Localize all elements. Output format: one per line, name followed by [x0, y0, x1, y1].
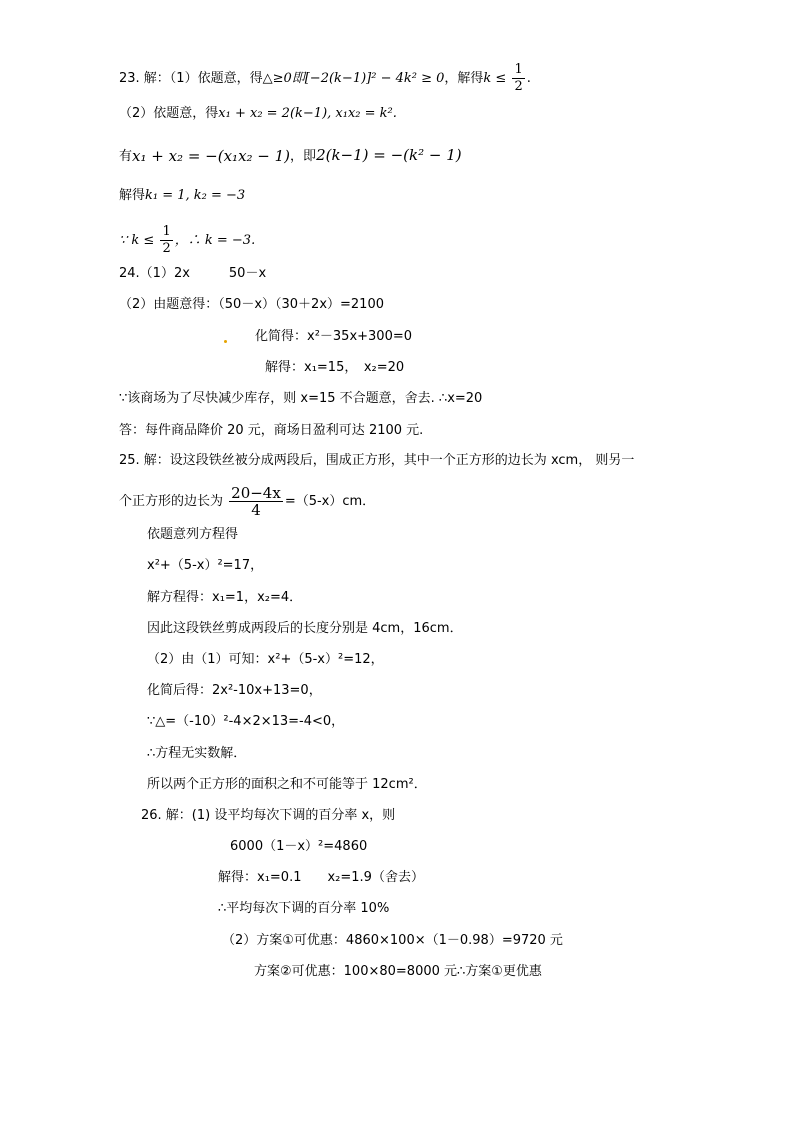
decorative-dot — [224, 340, 227, 343]
q25-line-1: 25. 解：设这段铁丝被分成两段后，围成正方形，其中一个正方形的边长为 xcm， 则另一 — [119, 453, 635, 468]
q23-line-5 — [119, 224, 255, 257]
q23-frac-den: 2 — [514, 79, 523, 94]
q25-line-4: x²+（5-x）²=17， — [147, 558, 264, 573]
q23-line-1: 23. 解：（1）依题意，得△≥0即[−2(k−1)]² − 4k² ≥ 0，解得k ≤ $\frac{1}{2}$ . — [119, 62, 531, 94]
q23-frac-den-2: 2 — [162, 241, 171, 256]
q25-line-3: 依题意列方程得 — [147, 527, 239, 542]
q25-line-8: 化简后得：2x²-10x+13=0， — [147, 683, 322, 698]
q25-line2-prefix: 个正方形的边长为 — [119, 494, 224, 509]
q24-line-1: 24.（1）2x 50－x — [119, 266, 267, 281]
q23-line5-b: ，∴ k = −3. — [174, 233, 256, 248]
q25-line-6: 因此这段铁丝剪成两段后的长度分别是 4cm，16cm． — [147, 621, 463, 636]
q23-line1-prefix: 23. 解：（1）依题意，得 — [119, 71, 263, 86]
q25-line2-suffix: =（5-x）cm． — [284, 494, 376, 509]
q26-line-3: 解得：x₁=0.1 x₂=1.9（舍去） — [218, 870, 424, 885]
q25-line-10: ∴方程无实数解． — [147, 746, 247, 761]
q26-line-4: ∴平均每次下调的百分率 10% — [218, 901, 390, 916]
q23-line-2 — [119, 105, 397, 123]
q26-line-1: 26. 解：(1) 设平均每次下调的百分率 x，则 — [141, 808, 396, 823]
q23-line-4 — [119, 187, 245, 205]
q25-line-9: ∵△=（-10）²-4×2×13=-4<0， — [147, 714, 345, 729]
q25-frac-den: 4 — [251, 501, 261, 519]
q23-frac-num-2: 1 — [162, 224, 171, 239]
q24-line-3: 化简得：x²－35x+300=0 — [255, 329, 413, 344]
q25-line-7: （2）由（1）可知：x²+（5-x）²=12， — [147, 652, 384, 667]
q25-frac-num: 20−4x — [231, 484, 281, 502]
q23-fraction-half-2 — [160, 224, 172, 257]
q23-line2-math: x₁ + x₂ = 2(k−1), x₁x₂ = k². — [218, 106, 397, 121]
q26-line-2: 6000（1－x）²=4860 — [230, 839, 368, 854]
q23-line4-prefix: 解得 — [119, 188, 146, 203]
q24-line-2: （2）由题意得：（50－x）（30＋2x）=2100 — [119, 297, 384, 312]
q23-fraction-half — [512, 62, 524, 95]
q25-line-11: 所以两个正方形的面积之和不可能等于 12cm²． — [147, 777, 427, 792]
q23-line3-math-b: 2(k−1) = −(k² − 1) — [316, 146, 462, 164]
q23-line3-prefix: 有 — [119, 149, 133, 164]
q23-line5-a: ∵ k ≤ — [119, 233, 155, 248]
q24-line-4: 解得：x₁=15， x₂=20 — [265, 360, 405, 375]
q25-fraction — [229, 485, 283, 518]
q23-line2-prefix: （2）依题意，得 — [119, 106, 219, 121]
q23-line4-math: k₁ = 1, k₂ = −3 — [145, 188, 246, 203]
q25-line-2 — [119, 485, 375, 518]
q25-line-5: 解方程得：x₁=1，x₂=4． — [147, 590, 303, 605]
q24-line-6: 答：每件商品降价 20 元，商场日盈利可达 2100 元. — [119, 423, 424, 438]
q23-line1-ineq: k ≤ — [483, 71, 507, 86]
q23-line3-mid: ，即 — [290, 149, 317, 164]
q23-frac-num: 1 — [514, 62, 523, 77]
q23-line-3 — [119, 146, 462, 166]
q26-line-5: （2）方案①可优惠：4860×100×（1－0.98）=9720 元 — [222, 933, 563, 948]
q23-line1-mid: ，解得 — [444, 71, 484, 86]
q23-line1-math: △≥0即[−2(k−1)]² − 4k² ≥ 0 — [262, 71, 445, 86]
q23-line3-math-a: x₁ + x₂ = −(x₁x₂ − 1) — [132, 147, 291, 165]
q24-line-5: ∵该商场为了尽快减少库存，则 x=15 不合题意，舍去. ∴x=20 — [119, 391, 483, 406]
q26-line-6: 方案②可优惠：100×80=8000 元∴方案①更优惠 — [254, 964, 542, 979]
